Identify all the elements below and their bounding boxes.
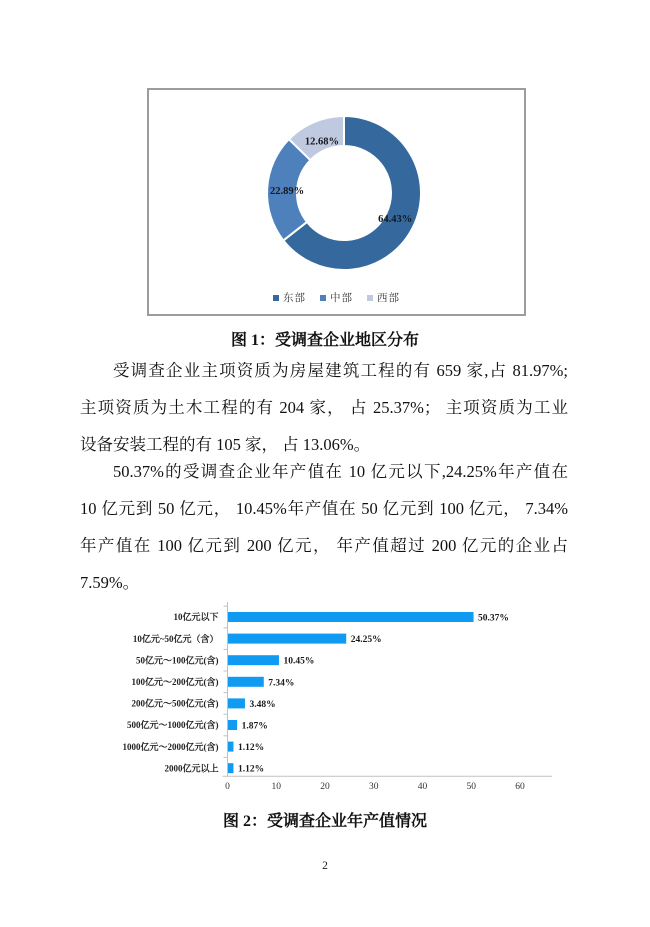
bar-10亿元以下	[228, 612, 474, 622]
paragraph-line: 10 亿元到 50 亿元， 10.45%年产值在 50 亿元到 100 亿元， 7.34%	[80, 499, 568, 518]
paragraph-line: 受调查企业主项资质为房屋建筑工程的有 659 家,占 81.97%;	[113, 361, 568, 380]
x-axis-tick-label: 50	[466, 782, 476, 793]
figure1-region-donut-chart	[147, 88, 526, 316]
legend-swatch-icon	[273, 295, 279, 301]
bar-category-label: 50亿元～100亿元(含)	[136, 655, 219, 666]
paragraph-annual-output	[80, 453, 568, 601]
x-axis-tick-label: 30	[369, 782, 379, 793]
bar-value-label: 24.25%	[350, 635, 382, 646]
paragraph-line: 设备安装工程的有 105 家， 占 13.06%。	[80, 435, 371, 454]
bar-10亿元~50亿元（含）	[228, 634, 346, 644]
paragraph-line: 年产值在 100 亿元到 200 亿元， 年产值超过 200 亿元的企业占	[80, 536, 568, 555]
legend-item-东部	[273, 290, 306, 305]
legend-swatch-icon	[320, 295, 326, 301]
x-axis-tick-label: 20	[320, 782, 330, 793]
page-number: 2	[322, 860, 328, 872]
bar-value-label: 3.48%	[249, 699, 276, 710]
figure1-caption: 图 1：受调查企业地区分布	[230, 332, 419, 349]
donut-slice-label: 22.89%	[270, 185, 305, 197]
bar-category-label: 1000亿元～2000亿元(含)	[122, 741, 219, 752]
x-axis-tick-label: 40	[417, 782, 428, 793]
legend-item-西部	[367, 290, 400, 305]
bar-100亿元～200亿元(含)	[228, 677, 264, 687]
bar-value-label: 1.12%	[237, 764, 265, 775]
bar-value-label: 50.37%	[478, 613, 509, 624]
bar-200亿元～500亿元(含)	[228, 698, 245, 708]
legend-label: 西部	[377, 293, 400, 304]
figure2-caption: 图 2：受调查企业年产值情况	[222, 813, 427, 830]
x-axis-tick-label: 60	[515, 782, 525, 793]
donut-chart-canvas	[149, 90, 524, 314]
legend-label: 中部	[330, 293, 353, 304]
bar-value-label: 1.12%	[237, 743, 265, 754]
bar-category-label: 10亿元~50亿元（含）	[132, 633, 219, 644]
legend-item-中部	[320, 290, 353, 305]
paragraph-line: 主项资质为土木工程的有 204 家， 占 25.37%； 主项资质为工业	[80, 398, 568, 417]
donut-slice-label: 12.68%	[304, 136, 339, 148]
paragraph-line: 7.59%。	[80, 573, 140, 592]
figure2-output-bar-chart	[60, 592, 580, 807]
bar-category-label: 500亿元～1000亿元(含)	[127, 720, 219, 731]
bar-value-label: 1.87%	[241, 721, 268, 732]
legend-label: 东部	[283, 293, 306, 304]
legend-swatch-icon	[367, 295, 373, 301]
bar-chart-canvas	[60, 592, 580, 807]
bar-2000亿元以上	[228, 763, 233, 773]
bar-category-label: 200亿元～500亿元(含)	[131, 698, 219, 709]
bar-1000亿元～2000亿元(含)	[228, 742, 233, 752]
bar-category-label: 100亿元～200亿元(含)	[131, 677, 219, 687]
bar-50亿元～100亿元(含)	[228, 655, 279, 665]
x-axis-tick-label: 10	[271, 782, 281, 793]
paragraph-main-qualifications	[80, 352, 568, 463]
paragraph-line: 50.37%的受调查企业年产值在 10 亿元以下,24.25%年产值在	[113, 462, 568, 481]
bar-category-label: 2000亿元以上	[164, 763, 219, 774]
x-axis-tick-label: 0	[225, 782, 230, 793]
bar-value-label: 10.45%	[283, 656, 315, 667]
donut-legend	[149, 290, 524, 305]
bar-500亿元～1000亿元(含)	[228, 720, 237, 730]
bar-value-label: 7.34%	[268, 678, 295, 689]
donut-slice-label: 64.43%	[378, 213, 413, 225]
bar-category-label: 10亿元以下	[173, 612, 219, 623]
